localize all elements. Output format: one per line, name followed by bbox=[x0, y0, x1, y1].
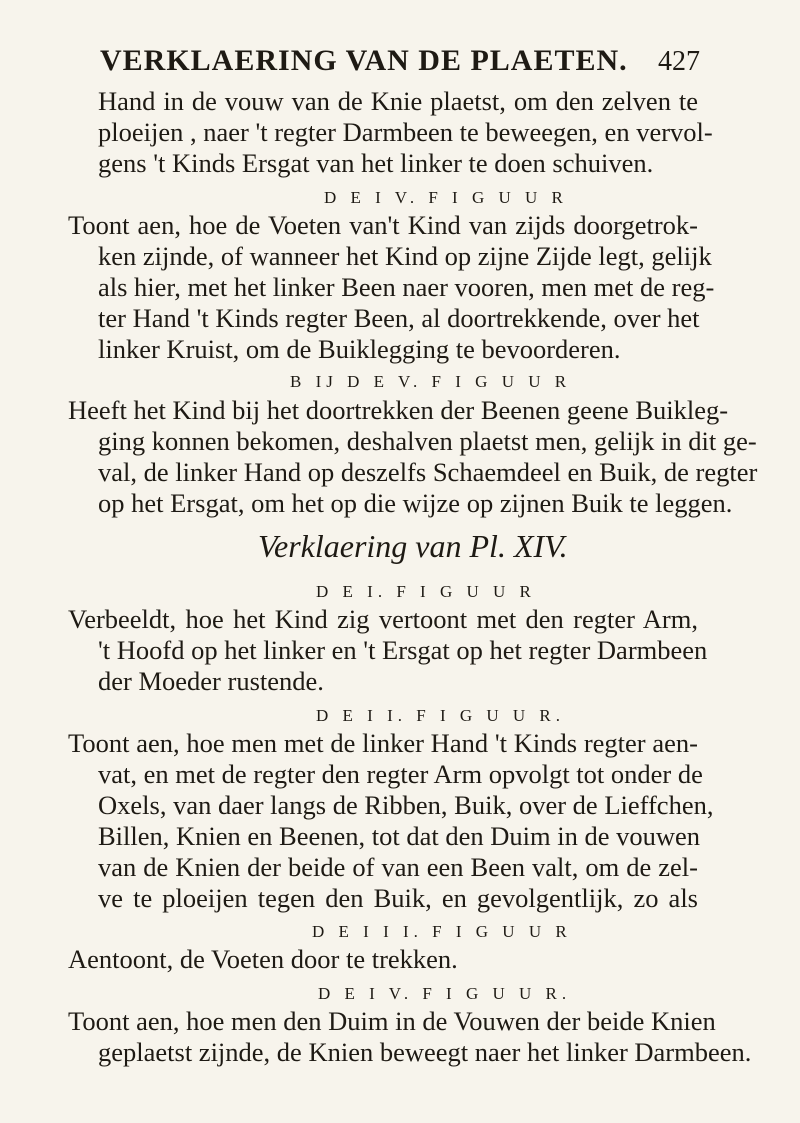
text-line: der Moeder rustende. bbox=[98, 666, 324, 696]
text-line: Toont aen, hoe de Voeten van't Kind van zijds doorgetrok- bbox=[68, 210, 698, 240]
text-line: Oxels, van daer langs de Ribben, Buik, over de Lieffchen, bbox=[98, 790, 714, 820]
text-line: ve te ploeijen tegen den Buik, en gevolgentlijk, zo als bbox=[98, 883, 698, 913]
text-line: linker Kruist, om de Buiklegging te bevoorderen. bbox=[98, 334, 621, 364]
text-line: ploeijen , naer 't regter Darmbeen te beweegen, en vervol- bbox=[98, 117, 713, 147]
text-line: op het Ersgat, om het op die wijze op zijnen Buik te leggen. bbox=[98, 488, 733, 518]
text-line: Toont aen, hoe men met de linker Hand 't Kinds regter aen- bbox=[68, 728, 698, 758]
page-number: 427 bbox=[658, 46, 700, 77]
text-line: Billen, Knien en Beenen, tot dat den Duim in de vouwen bbox=[98, 821, 701, 851]
text-line: ging konnen bekomen, deshalven plaetst men, gelijk in dit ge- bbox=[98, 426, 757, 456]
text-line: ter Hand 't Kinds regter Been, al doortrekkende, over het bbox=[98, 303, 700, 333]
figure-heading: D E I. F I G U U R bbox=[316, 582, 536, 601]
page-title: VERKLAERING VAN DE PLAETEN. bbox=[100, 44, 628, 77]
text-line: Hand in de vouw van de Knie plaetst, om den zelven te bbox=[98, 86, 698, 116]
text-line: val, de linker Hand op deszelfs Schaemdeel en Buik, de regter bbox=[98, 457, 758, 487]
text-line: Heeft het Kind bij het doortrekken der Beenen geene Buikleg- bbox=[68, 395, 729, 425]
text-line: Verbeeldt, hoe het Kind zig vertoont met den regter Arm, bbox=[68, 604, 698, 634]
plate-heading: Verklaering van Pl. XIV. bbox=[258, 528, 568, 564]
running-head bbox=[100, 44, 700, 84]
text-line: geplaetst zijnde, de Knien beweegt naer het linker Darmbeen. bbox=[98, 1037, 752, 1067]
text-line: als hier, met het linker Been naer vooren, men met de reg- bbox=[98, 272, 715, 302]
text-line: vat, en met de regter den regter Arm opvolgt tot onder de bbox=[98, 759, 703, 789]
text-line: Aentoont, de Voeten door te trekken. bbox=[68, 944, 458, 974]
figure-heading: B IJ D E V. F I G U U R bbox=[290, 372, 572, 391]
figure-heading: D E I I I. F I G U U R bbox=[312, 922, 572, 941]
figure-heading: D E I V. F I G U U R bbox=[324, 188, 568, 207]
text-line: van de Knien der beide of van een Been valt, om de zel- bbox=[98, 852, 698, 882]
figure-heading: D E I V. F I G U U R. bbox=[318, 984, 572, 1003]
text-line: gens 't Kinds Ersgat van het linker te doen schuiven. bbox=[98, 148, 654, 178]
text-line: ken zijnde, of wanneer het Kind op zijne Zijde legt, gelijk bbox=[98, 241, 712, 271]
text-line: Toont aen, hoe men den Duim in de Vouwen der beide Knien bbox=[68, 1006, 716, 1036]
text-line: 't Hoofd op het linker en 't Ersgat op het regter Darmbeen bbox=[98, 635, 708, 665]
figure-heading: D E I I. F I G U U R. bbox=[316, 706, 566, 725]
